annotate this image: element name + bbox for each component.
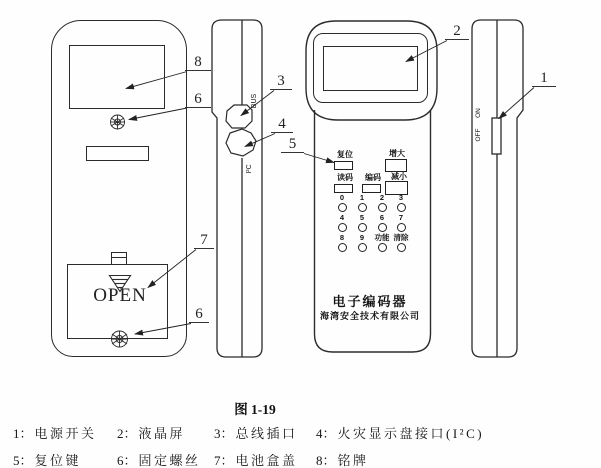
reset-button xyxy=(334,161,353,170)
callout-3: 3 xyxy=(270,73,292,90)
callout-7: 7 xyxy=(194,232,214,249)
open-label: OPEN xyxy=(93,285,147,306)
legend-item-4: 4： 火灾显示盘接口(I²C) xyxy=(316,426,485,441)
key-5: 5 xyxy=(349,213,375,232)
reset-button-label: 复位 xyxy=(337,150,353,159)
read-code-button-label: 读码 xyxy=(337,173,353,182)
key-circle xyxy=(338,203,347,212)
callout-4: 4 xyxy=(271,116,293,133)
switch-on-label: ON xyxy=(475,108,482,118)
key-6: 6 xyxy=(369,213,395,232)
key-8: 8 xyxy=(329,233,355,252)
key-circle xyxy=(378,203,387,212)
legend-item-1: 1： 电源开关 xyxy=(13,426,97,441)
hanging-slot xyxy=(86,146,149,161)
key-3: 3 xyxy=(388,193,414,212)
key-function: 功能 xyxy=(369,233,395,252)
i2c-port-label: I²C xyxy=(246,164,253,174)
legend-item-3: 3： 总线插口 xyxy=(214,426,298,441)
key-circle xyxy=(397,203,406,212)
legend-item-7: 7： 电池盒盖 xyxy=(214,453,298,468)
key-circle xyxy=(358,203,367,212)
bus-port-label: BUS xyxy=(251,93,258,109)
key-clear: 清除 xyxy=(388,233,414,252)
key-circle xyxy=(358,223,367,232)
device-name-text: 电子编码器 xyxy=(332,294,408,309)
legend-item-2: 2： 液晶屏 xyxy=(117,426,186,441)
callout-6-bottom: 6 xyxy=(189,306,209,323)
key-circle xyxy=(338,243,347,252)
key-2: 2 xyxy=(369,193,395,212)
legend-item-5: 5： 复位键 xyxy=(13,453,82,468)
key-7: 7 xyxy=(388,213,414,232)
key-circle xyxy=(378,243,387,252)
key-circle xyxy=(397,223,406,232)
company-name-text: 海湾安全技术有限公司 xyxy=(319,311,420,321)
key-circle xyxy=(338,223,347,232)
key-4: 4 xyxy=(329,213,355,232)
callout-2: 2 xyxy=(445,23,469,40)
callout-6-top: 6 xyxy=(185,91,211,108)
read-code-button xyxy=(334,184,353,193)
key-1: 1 xyxy=(349,193,375,212)
figure-caption: 图 1-19 xyxy=(234,402,276,417)
key-0: 0 xyxy=(329,193,355,212)
lcd-screen xyxy=(323,46,418,91)
key-9: 9 xyxy=(349,233,375,252)
key-circle xyxy=(378,223,387,232)
switch-off-label: OFF xyxy=(475,128,482,142)
callout-5: 5 xyxy=(281,136,304,153)
increase-button-label: 增大 xyxy=(389,149,405,158)
encode-button-label: 编码 xyxy=(365,173,381,182)
encode-button xyxy=(362,184,381,193)
legend-item-8: 8： 铭牌 xyxy=(316,453,369,468)
key-circle xyxy=(358,243,367,252)
callout-8: 8 xyxy=(185,54,211,71)
legend-item-6: 6： 固定螺丝 xyxy=(117,453,201,468)
key-circle xyxy=(397,243,406,252)
nameplate xyxy=(69,45,165,109)
latch-line xyxy=(112,253,126,258)
callout-1: 1 xyxy=(532,70,556,87)
decrease-button-label: 减小 xyxy=(391,172,407,181)
